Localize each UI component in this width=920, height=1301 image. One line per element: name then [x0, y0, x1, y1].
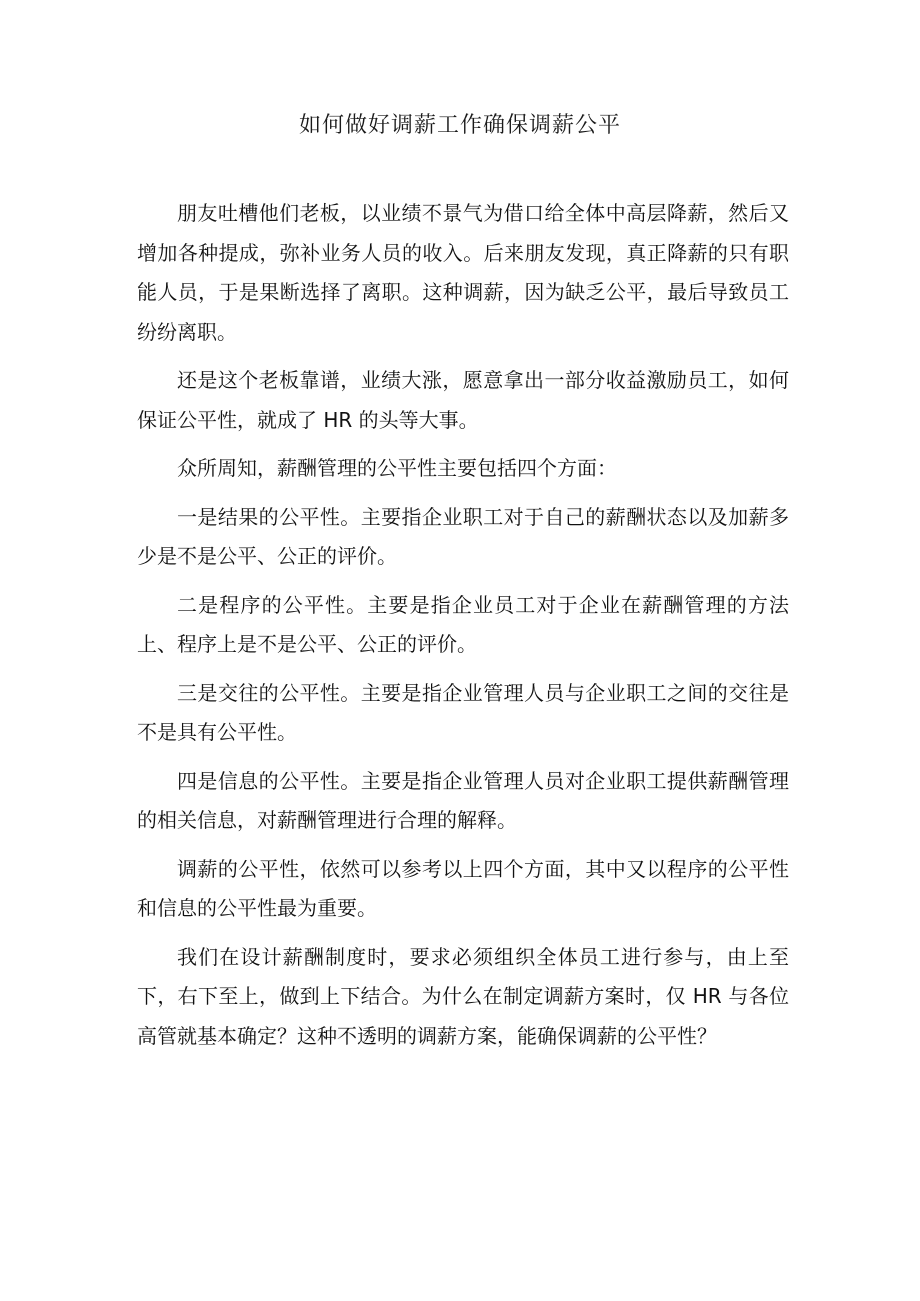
paragraph-6: 三是交往的公平性。主要是指企业管理人员与企业职工之间的交往是不是具有公平性。 — [137, 680, 789, 744]
document-body — [137, 194, 789, 1065]
paragraph-2: 还是这个老板靠谱，业绩大涨，愿意拿出一部分收益激励员工，如何保证公平性，就成了 HR 的头等大事。 — [137, 368, 789, 432]
paragraph-9: 我们在设计薪酬制度时，要求必须组织全体员工进行参与，由上至下，右下至上，做到上下结合。为什么在制定调薪方案时，仅 HR 与各位高管就基本确定？这种不透明的调薪方案，能确保调薪的公平性？ — [137, 944, 789, 1048]
paragraph-3: 众所周知，薪酬管理的公平性主要包括四个方面： — [177, 456, 617, 480]
document-title: 如何做好调薪工作确保调薪公平 — [298, 113, 621, 138]
paragraph-8: 调薪的公平性，依然可以参考以上四个方面，其中又以程序的公平性和信息的公平性最为重要。 — [137, 856, 789, 920]
paragraph-1: 朋友吐槽他们老板，以业绩不景气为借口给全体中高层降薪，然后又增加各种提成，弥补业务人员的收入。后来朋友发现，真正降薪的只有职能人员，于是果断选择了离职。这种调薪，因为缺乏公平，最后导致员工纷纷离职。 — [137, 201, 789, 344]
paragraph-7: 四是信息的公平性。主要是指企业管理人员对企业职工提供薪酬管理的相关信息，对薪酬管理进行合理的解释。 — [137, 768, 789, 832]
paragraph-5: 二是程序的公平性。主要是指企业员工对于企业在薪酬管理的方法上、程序上是不是公平、公正的评价。 — [137, 592, 789, 656]
paragraph-4: 一是结果的公平性。主要指企业职工对于自己的薪酬状态以及加薪多少是不是公平、公正的评价。 — [137, 504, 789, 568]
